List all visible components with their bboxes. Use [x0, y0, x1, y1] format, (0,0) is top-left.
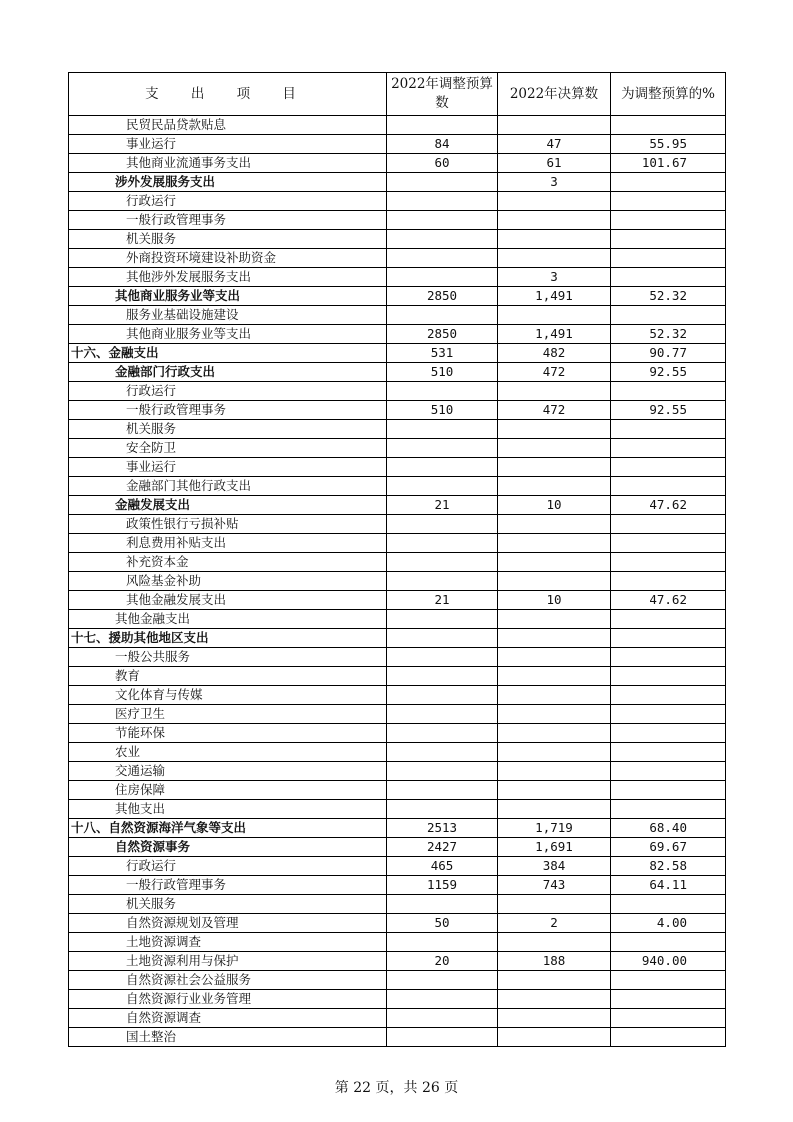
header-adjusted-budget: 2022年调整预算数	[387, 73, 498, 116]
row-item-name: 行政运行	[69, 192, 387, 211]
row-item-name: 十七、援助其他地区支出	[69, 629, 387, 648]
table-row	[69, 857, 726, 876]
row-final-accounts	[498, 553, 611, 572]
row-percent	[611, 173, 726, 192]
row-adjusted-budget	[387, 705, 498, 724]
row-item-name: 十六、金融支出	[69, 344, 387, 363]
row-percent: 82.58	[611, 857, 726, 876]
row-percent: 940.00	[611, 952, 726, 971]
row-item-name: 政策性银行亏损补贴	[69, 515, 387, 534]
row-percent: 68.40	[611, 819, 726, 838]
row-item-name: 住房保障	[69, 781, 387, 800]
row-item-name: 其他金融发展支出	[69, 591, 387, 610]
row-adjusted-budget: 2850	[387, 287, 498, 306]
row-adjusted-budget: 50	[387, 914, 498, 933]
table-row	[69, 325, 726, 344]
row-item-name: 节能环保	[69, 724, 387, 743]
row-adjusted-budget: 21	[387, 591, 498, 610]
row-adjusted-budget: 1159	[387, 876, 498, 895]
row-percent: 92.55	[611, 363, 726, 382]
row-final-accounts: 1,491	[498, 325, 611, 344]
row-percent	[611, 458, 726, 477]
row-percent	[611, 420, 726, 439]
row-item-name: 机关服务	[69, 230, 387, 249]
row-adjusted-budget	[387, 743, 498, 762]
row-percent	[611, 1028, 726, 1047]
table-row	[69, 306, 726, 325]
row-item-name: 自然资源行业业务管理	[69, 990, 387, 1009]
row-percent	[611, 515, 726, 534]
row-adjusted-budget	[387, 800, 498, 819]
table-row	[69, 952, 726, 971]
budget-table	[68, 72, 726, 1047]
row-adjusted-budget	[387, 781, 498, 800]
row-final-accounts	[498, 306, 611, 325]
table-row	[69, 1028, 726, 1047]
row-item-name: 其他金融支出	[69, 610, 387, 629]
row-percent	[611, 629, 726, 648]
row-item-name: 土地资源利用与保护	[69, 952, 387, 971]
row-percent	[611, 306, 726, 325]
row-item-name: 自然资源调查	[69, 1009, 387, 1028]
row-final-accounts: 482	[498, 344, 611, 363]
row-item-name: 自然资源规划及管理	[69, 914, 387, 933]
row-final-accounts: 472	[498, 401, 611, 420]
row-adjusted-budget	[387, 439, 498, 458]
row-final-accounts	[498, 1009, 611, 1028]
row-item-name: 医疗卫生	[69, 705, 387, 724]
row-item-name: 十八、自然资源海洋气象等支出	[69, 819, 387, 838]
row-final-accounts	[498, 762, 611, 781]
row-adjusted-budget	[387, 173, 498, 192]
row-adjusted-budget	[387, 724, 498, 743]
row-percent: 55.95	[611, 135, 726, 154]
row-final-accounts	[498, 211, 611, 230]
row-item-name: 文化体育与传媒	[69, 686, 387, 705]
row-percent	[611, 724, 726, 743]
row-percent	[611, 439, 726, 458]
row-final-accounts	[498, 667, 611, 686]
row-item-name: 一般公共服务	[69, 648, 387, 667]
row-item-name: 金融部门其他行政支出	[69, 477, 387, 496]
row-percent: 47.62	[611, 591, 726, 610]
row-final-accounts	[498, 800, 611, 819]
table-row	[69, 933, 726, 952]
row-item-name: 行政运行	[69, 857, 387, 876]
row-final-accounts	[498, 781, 611, 800]
row-final-accounts	[498, 629, 611, 648]
row-percent	[611, 667, 726, 686]
table-row	[69, 135, 726, 154]
table-row	[69, 116, 726, 135]
table-row	[69, 477, 726, 496]
table-row	[69, 344, 726, 363]
row-adjusted-budget: 2427	[387, 838, 498, 857]
page-footer: 第 22 页，共 26 页	[334, 1080, 459, 1096]
row-final-accounts: 1,491	[498, 287, 611, 306]
row-final-accounts: 3	[498, 173, 611, 192]
header-final-accounts: 2022年决算数	[498, 73, 611, 116]
row-percent	[611, 648, 726, 667]
table-row	[69, 648, 726, 667]
table-row	[69, 211, 726, 230]
row-item-name: 自然资源事务	[69, 838, 387, 857]
row-item-name: 交通运输	[69, 762, 387, 781]
table-body	[69, 116, 726, 1047]
row-item-name: 机关服务	[69, 895, 387, 914]
row-adjusted-budget	[387, 667, 498, 686]
row-percent	[611, 743, 726, 762]
row-final-accounts	[498, 971, 611, 990]
row-final-accounts: 47	[498, 135, 611, 154]
row-adjusted-budget	[387, 686, 498, 705]
row-percent	[611, 116, 726, 135]
table-row	[69, 610, 726, 629]
row-adjusted-budget: 21	[387, 496, 498, 515]
row-adjusted-budget	[387, 458, 498, 477]
row-final-accounts	[498, 534, 611, 553]
row-percent	[611, 268, 726, 287]
row-adjusted-budget	[387, 116, 498, 135]
table-row	[69, 458, 726, 477]
row-final-accounts	[498, 116, 611, 135]
row-final-accounts: 10	[498, 496, 611, 515]
row-adjusted-budget	[387, 610, 498, 629]
row-percent	[611, 211, 726, 230]
row-percent	[611, 477, 726, 496]
row-final-accounts: 188	[498, 952, 611, 971]
row-final-accounts	[498, 420, 611, 439]
table-row	[69, 268, 726, 287]
table-row	[69, 1009, 726, 1028]
row-percent	[611, 895, 726, 914]
row-item-name: 一般行政管理事务	[69, 211, 387, 230]
table-row	[69, 705, 726, 724]
row-percent	[611, 990, 726, 1009]
row-percent	[611, 781, 726, 800]
table-row	[69, 382, 726, 401]
row-adjusted-budget	[387, 249, 498, 268]
row-adjusted-budget	[387, 230, 498, 249]
row-final-accounts	[498, 439, 611, 458]
table-row	[69, 971, 726, 990]
row-percent	[611, 572, 726, 591]
row-percent	[611, 800, 726, 819]
table-row	[69, 363, 726, 382]
row-final-accounts	[498, 705, 611, 724]
table-row	[69, 838, 726, 857]
row-item-name: 利息费用补贴支出	[69, 534, 387, 553]
row-final-accounts	[498, 458, 611, 477]
header-percent-of-adjusted: 为调整预算的%	[611, 73, 726, 116]
table-row	[69, 287, 726, 306]
row-item-name: 行政运行	[69, 382, 387, 401]
row-final-accounts	[498, 382, 611, 401]
row-adjusted-budget	[387, 933, 498, 952]
row-percent	[611, 230, 726, 249]
row-percent	[611, 933, 726, 952]
row-percent	[611, 686, 726, 705]
row-final-accounts: 472	[498, 363, 611, 382]
row-adjusted-budget	[387, 192, 498, 211]
row-item-name: 其他商业服务业等支出	[69, 287, 387, 306]
row-final-accounts	[498, 895, 611, 914]
row-percent: 69.67	[611, 838, 726, 857]
row-adjusted-budget	[387, 420, 498, 439]
row-adjusted-budget: 465	[387, 857, 498, 876]
row-item-name: 其他商业流通事务支出	[69, 154, 387, 173]
table-header-row	[69, 73, 726, 116]
row-final-accounts: 2	[498, 914, 611, 933]
row-final-accounts: 61	[498, 154, 611, 173]
table-row	[69, 420, 726, 439]
row-item-name: 机关服务	[69, 420, 387, 439]
table-row	[69, 743, 726, 762]
row-adjusted-budget	[387, 515, 498, 534]
table-row	[69, 249, 726, 268]
table-row	[69, 230, 726, 249]
row-final-accounts	[498, 1028, 611, 1047]
row-adjusted-budget	[387, 306, 498, 325]
table-row	[69, 496, 726, 515]
row-final-accounts	[498, 572, 611, 591]
row-item-name: 金融发展支出	[69, 496, 387, 515]
row-item-name: 外商投资环境建设补助资金	[69, 249, 387, 268]
row-adjusted-budget: 2850	[387, 325, 498, 344]
row-percent	[611, 382, 726, 401]
row-adjusted-budget: 60	[387, 154, 498, 173]
row-final-accounts	[498, 990, 611, 1009]
row-final-accounts	[498, 249, 611, 268]
row-final-accounts	[498, 724, 611, 743]
row-final-accounts	[498, 648, 611, 667]
table-row	[69, 800, 726, 819]
row-percent	[611, 534, 726, 553]
header-item: 支 出 项 目	[69, 73, 387, 116]
row-item-name: 农业	[69, 743, 387, 762]
row-final-accounts	[498, 686, 611, 705]
table-row	[69, 173, 726, 192]
table-row	[69, 591, 726, 610]
row-adjusted-budget: 510	[387, 401, 498, 420]
row-adjusted-budget	[387, 211, 498, 230]
row-item-name: 国土整治	[69, 1028, 387, 1047]
table-row	[69, 192, 726, 211]
row-percent	[611, 192, 726, 211]
table-row	[69, 401, 726, 420]
row-item-name: 自然资源社会公益服务	[69, 971, 387, 990]
row-item-name: 民贸民品贷款贴息	[69, 116, 387, 135]
table-row	[69, 439, 726, 458]
table-row	[69, 762, 726, 781]
table-row	[69, 990, 726, 1009]
row-adjusted-budget: 510	[387, 363, 498, 382]
row-adjusted-budget	[387, 629, 498, 648]
row-adjusted-budget	[387, 971, 498, 990]
table-row	[69, 515, 726, 534]
row-final-accounts: 384	[498, 857, 611, 876]
row-percent	[611, 610, 726, 629]
row-final-accounts	[498, 230, 611, 249]
row-item-name: 一般行政管理事务	[69, 401, 387, 420]
row-final-accounts: 10	[498, 591, 611, 610]
row-percent	[611, 705, 726, 724]
row-item-name: 其他支出	[69, 800, 387, 819]
row-adjusted-budget	[387, 534, 498, 553]
row-adjusted-budget	[387, 382, 498, 401]
row-item-name: 事业运行	[69, 135, 387, 154]
row-percent	[611, 249, 726, 268]
row-percent: 101.67	[611, 154, 726, 173]
row-adjusted-budget	[387, 648, 498, 667]
row-final-accounts: 3	[498, 268, 611, 287]
row-item-name: 金融部门行政支出	[69, 363, 387, 382]
table-row	[69, 154, 726, 173]
table-row	[69, 819, 726, 838]
row-percent: 4.00	[611, 914, 726, 933]
row-percent	[611, 971, 726, 990]
row-item-name: 其他商业服务业等支出	[69, 325, 387, 344]
row-item-name: 其他涉外发展服务支出	[69, 268, 387, 287]
row-final-accounts	[498, 933, 611, 952]
table-row	[69, 895, 726, 914]
row-item-name: 安全防卫	[69, 439, 387, 458]
table-row	[69, 572, 726, 591]
row-percent: 92.55	[611, 401, 726, 420]
table-row	[69, 629, 726, 648]
row-percent: 52.32	[611, 287, 726, 306]
row-final-accounts	[498, 192, 611, 211]
table-row	[69, 876, 726, 895]
row-percent: 90.77	[611, 344, 726, 363]
row-final-accounts: 1,719	[498, 819, 611, 838]
row-final-accounts: 1,691	[498, 838, 611, 857]
row-final-accounts	[498, 515, 611, 534]
row-adjusted-budget: 84	[387, 135, 498, 154]
table-row	[69, 553, 726, 572]
table-row	[69, 686, 726, 705]
row-percent	[611, 1009, 726, 1028]
row-item-name: 风险基金补助	[69, 572, 387, 591]
row-final-accounts: 743	[498, 876, 611, 895]
row-final-accounts	[498, 477, 611, 496]
row-percent: 47.62	[611, 496, 726, 515]
table-row	[69, 534, 726, 553]
row-adjusted-budget	[387, 762, 498, 781]
row-adjusted-budget: 2513	[387, 819, 498, 838]
row-item-name: 土地资源调查	[69, 933, 387, 952]
row-item-name: 一般行政管理事务	[69, 876, 387, 895]
row-item-name: 教育	[69, 667, 387, 686]
row-adjusted-budget	[387, 1028, 498, 1047]
row-final-accounts	[498, 610, 611, 629]
row-item-name: 事业运行	[69, 458, 387, 477]
row-adjusted-budget: 20	[387, 952, 498, 971]
row-adjusted-budget: 531	[387, 344, 498, 363]
row-percent: 64.11	[611, 876, 726, 895]
row-adjusted-budget	[387, 1009, 498, 1028]
row-adjusted-budget	[387, 553, 498, 572]
row-percent	[611, 553, 726, 572]
row-final-accounts	[498, 743, 611, 762]
row-adjusted-budget	[387, 268, 498, 287]
row-adjusted-budget	[387, 477, 498, 496]
row-adjusted-budget	[387, 572, 498, 591]
table-row	[69, 667, 726, 686]
table-row	[69, 781, 726, 800]
table-row	[69, 914, 726, 933]
row-adjusted-budget	[387, 990, 498, 1009]
row-item-name: 补充资本金	[69, 553, 387, 572]
row-item-name: 涉外发展服务支出	[69, 173, 387, 192]
table-row	[69, 724, 726, 743]
row-adjusted-budget	[387, 895, 498, 914]
row-item-name: 服务业基础设施建设	[69, 306, 387, 325]
row-percent: 52.32	[611, 325, 726, 344]
row-percent	[611, 762, 726, 781]
